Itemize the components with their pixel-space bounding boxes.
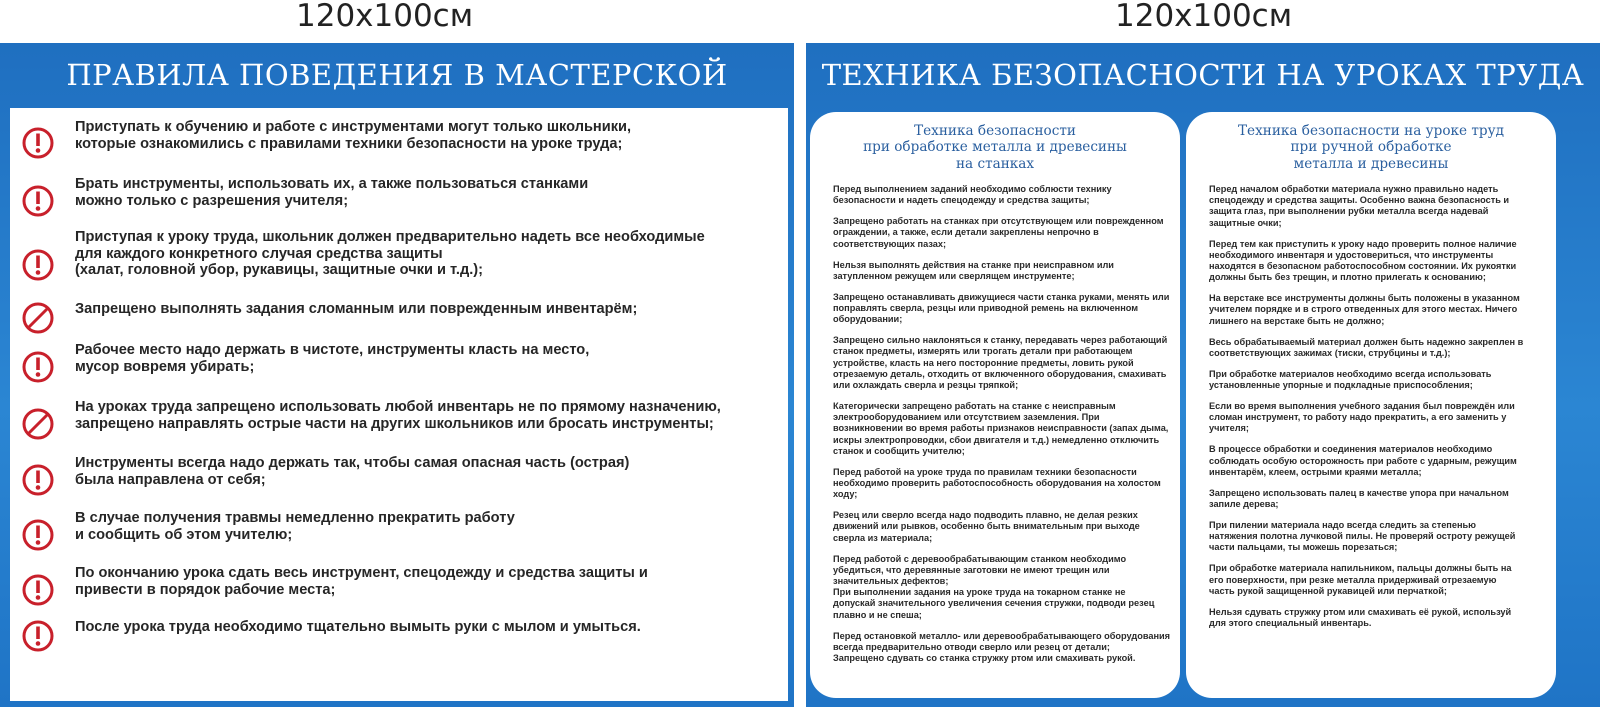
safety-paragraph	[833, 260, 1172, 282]
safety-paragraph-line: учителя;	[1209, 423, 1249, 434]
rule-text-line: Приступать к обучению и работе с инструментами могут только школьники,	[75, 119, 632, 135]
exclamation-icon	[21, 184, 55, 218]
rule-text-line: и сообщить об этом учителю;	[75, 526, 293, 543]
safety-paragraph-line: затупленном режущем или сверлящем инструменте;	[833, 270, 1075, 281]
rule-text-line: Инструменты всегда надо держать так, чтобы самая опасная часть (острая)	[75, 455, 630, 471]
safety-paragraph-line: Перед работой с деревообрабатывающим станком необходимо	[833, 553, 1127, 564]
safety-paragraph	[833, 335, 1172, 391]
rule-text	[75, 510, 780, 543]
rule-text	[75, 301, 780, 318]
safety-paragraph-line: Нельзя выполнять действия на станке при неисправном или	[833, 259, 1114, 270]
safety-paragraph-line: Перед остановкой металло- или деревообрабатывающего оборудования	[833, 630, 1171, 641]
safety-paragraph-line: Перед началом обработки материала нужно правильно надеть	[1209, 184, 1499, 194]
safety-paragraph-line: находятся в безопасном работоспособном состоянии. Их рукоятки	[1209, 261, 1517, 272]
machine-safety-text	[833, 184, 1172, 674]
rule-text	[75, 119, 780, 152]
safety-paragraph-line: Запрещено останавливать движущиеся части станка руками, менять или	[833, 291, 1170, 302]
safety-paragraph	[1209, 337, 1548, 359]
rule-text-line: (халат, головной убор, рукавицы, защитные очки и т.д.);	[75, 262, 484, 278]
safety-paragraph-line: Запрещено сильно наклоняться к станку, передавать через работающий	[833, 335, 1168, 346]
rule-text	[75, 399, 780, 432]
safety-paragraph	[833, 216, 1172, 250]
safety-paragraph-line: Запрещено сдувать со станка стружку ртом или смахивать рукой.	[833, 653, 1136, 664]
rule-text-line: Приступая к уроку труда, школьник должен предварительно надеть все необходимые	[75, 229, 705, 245]
rule-text-line: Запрещено выполнять задания сломанным или поврежденным инвентарём;	[75, 301, 638, 317]
safety-paragraph-line: При обработке материалов необходимо всегда использовать	[1209, 368, 1492, 379]
rule-text-line: можно только с разрешения учителя;	[75, 192, 349, 209]
safety-paragraph-line: ограждении, а также, если детали закреплены непрочно в	[833, 227, 1099, 238]
column-heading-line: при ручной обработке	[1290, 139, 1452, 156]
manual-safety-heading	[1192, 123, 1550, 172]
size-label-left: 120x100см	[296, 0, 474, 34]
safety-paragraph	[833, 510, 1172, 544]
safety-paragraph	[1209, 520, 1548, 554]
safety-paragraph-line: лишнего на верстаке быть не должно;	[1209, 315, 1385, 326]
column-heading-line: при обработке металла и древесины	[863, 139, 1127, 156]
safety-paragraph-line: соблюдать особую осторожность при работе с ударным, режущим	[1209, 455, 1517, 466]
rule-text-line: По окончанию урока сдать весь инструмент, спецодежду и средства защиты и	[75, 565, 648, 581]
safety-paragraph-line: спецодежду и средства защиты. Особенно важна безопасность и	[1209, 195, 1510, 206]
safety-paragraph	[833, 184, 1172, 206]
safety-paragraph-line: защитные очки;	[1209, 217, 1282, 228]
exclamation-icon	[21, 463, 55, 497]
safety-paragraph-line: его поверхности, при резке металла придерживай отрезаемую	[1209, 574, 1497, 585]
safety-paragraph-line: плавно и не спеша;	[833, 609, 922, 620]
safety-paragraph-line: На верстаке все инструменты должны быть положены в указанном	[1209, 293, 1520, 304]
safety-paragraph-line: допускай значительного увеличения сечения стружки, подводи резец	[833, 598, 1155, 609]
safety-paragraph-line: часть рукой защищенной рукавицей или перчаткой;	[1209, 585, 1447, 596]
safety-paragraph-line: электрооборудованием или отсутствием заземления. При	[833, 412, 1100, 423]
prohibited-icon	[21, 407, 55, 441]
rule-text-line: запрещено направлять острые части на других школьников или бросать инструменты;	[75, 415, 714, 432]
safety-paragraph-line: устройстве, класть на него посторонние предметы, ловить рукой	[833, 357, 1134, 368]
safety-paragraph-line: соответствующих зажимах (тиски, струбцины и т.д.);	[1209, 347, 1451, 358]
safety-paragraph	[833, 631, 1172, 665]
exclamation-icon	[21, 619, 55, 653]
safety-paragraph	[1209, 607, 1548, 629]
prohibited-icon	[21, 301, 55, 335]
safety-paragraph-line: движений или рывков, особенно быть внимательным при выходе	[833, 521, 1140, 532]
rule-text	[75, 455, 780, 488]
safety-paragraph-line: натяжения полотна лучковой пилы. Не проверяй остроту режущей	[1209, 531, 1516, 542]
safety-paragraph	[833, 467, 1172, 501]
safety-paragraph	[1209, 563, 1548, 597]
safety-paragraph-line: Категорически запрещено работать на станке с неисправным	[833, 401, 1116, 412]
exclamation-icon	[21, 573, 55, 607]
safety-paragraph-line: отрезаемую деталь, отходить от включенного оборудования, смахивать	[833, 368, 1167, 379]
safety-paragraph	[833, 401, 1172, 457]
safety-paragraph	[1209, 444, 1548, 478]
rule-text	[75, 619, 780, 636]
safety-paragraph	[833, 554, 1172, 621]
safety-paragraph-line: станок предметы, измерять или трогать детали при работающем	[833, 346, 1133, 357]
safety-paragraph	[1209, 239, 1548, 284]
column-heading-line: Техника безопасности	[914, 123, 1076, 139]
safety-paragraph-line: При пилении материала надо всегда следить за степенью	[1209, 520, 1477, 531]
safety-paragraph-line: оборудовании;	[833, 314, 903, 325]
safety-paragraph-line: значительных дефектов;	[833, 576, 949, 587]
safety-paragraph	[1209, 401, 1548, 435]
safety-paragraph-line: должны быть без трещин, и плотно прилегать к основанию;	[1209, 272, 1486, 283]
safety-paragraph	[1209, 488, 1548, 510]
rules-panel	[10, 108, 788, 701]
safety-paragraph-line: или охлаждать сверла и резцы тряпкой;	[833, 380, 1019, 391]
safety-paragraph-line: Перед выполнением заданий необходимо соблюсти технику	[833, 184, 1112, 194]
exclamation-icon	[21, 126, 55, 160]
safety-paragraph-line: В процессе обработки и соединения материалов необходимо	[1209, 444, 1493, 455]
machine-safety-column	[810, 112, 1180, 698]
safety-paragraph-line: безопасности и надеть спецодежду и средства защиты;	[833, 195, 1090, 206]
safety-title: ТЕХНИКА БЕЗОПАСНОСТИ НА УРОКАХ ТРУДА	[821, 58, 1585, 92]
safety-paragraph	[1209, 293, 1548, 327]
safety-paragraph-line: учителем порядке и в строго отведенных для этого местах. Ничего	[1209, 304, 1518, 315]
rule-text-line: На уроках труда запрещено использовать любой инвентарь не по прямому назначению,	[75, 399, 721, 415]
safety-paragraph-line: всегда предварительно отводи сверло или резец от детали;	[833, 641, 1110, 652]
safety-paragraph-line: поправлять сверла, резцы или приводной ремень на включенном	[833, 303, 1139, 314]
safety-paragraph-line: искры электропроводки, сбои двигателя и т.д.) немедленно отключить	[833, 434, 1160, 445]
exclamation-icon	[21, 350, 55, 384]
rule-text-line: привести в порядок рабочие места;	[75, 581, 336, 598]
safety-paragraph	[1209, 369, 1548, 391]
rule-text-line: которые ознакомились с правилами техники безопасности на уроке труда;	[75, 135, 623, 152]
rule-text-line: Рабочее место надо держать в чистоте, инструменты класть на место,	[75, 342, 590, 358]
column-heading-line: металла и древесины	[1293, 155, 1449, 172]
column-heading-line: Техника безопасности на уроке труд	[1237, 123, 1504, 139]
safety-paragraph-line: установленные упорные и подкладные приспособления;	[1209, 380, 1473, 391]
rule-text	[75, 176, 780, 209]
safety-paragraph-line: защита глаз, при выполнении рубки металла всегда надевай	[1209, 206, 1489, 217]
column-heading-line: на станках	[955, 155, 1035, 172]
rule-text-line: Брать инструменты, использовать их, а также пользоваться станками	[75, 176, 589, 192]
safety-paragraph-line: Нельзя сдувать стружку ртом или смахивать её рукой, используй	[1209, 606, 1512, 617]
rule-text-line: мусор вовремя убирать;	[75, 358, 255, 375]
rule-text-line: была направлена от себя;	[75, 471, 266, 488]
exclamation-icon	[21, 518, 55, 552]
safety-paragraph-line: необходимого инвентаря и удостовериться, что инструменты	[1209, 249, 1494, 260]
rule-text-line: В случае получения травмы немедленно прекратить работу	[75, 510, 515, 526]
safety-paragraph	[1209, 184, 1548, 229]
exclamation-icon	[21, 248, 55, 282]
safety-paragraph-line: Перед работой на уроке труда по правилам техники безопасности	[833, 466, 1137, 477]
rule-text	[75, 565, 780, 598]
safety-paragraph-line: соответствующих пазах;	[833, 238, 947, 249]
safety-paragraph-line: убедиться, что деревянные заготовки не имеют трещин или	[833, 564, 1110, 575]
size-label-right: 120x100см	[1115, 0, 1293, 34]
safety-paragraph-line: Если во время выполнения учебного задания был повреждён или	[1209, 401, 1515, 412]
manual-safety-text	[1209, 184, 1548, 639]
safety-paragraph-line: Резец или сверло всегда надо подводить плавно, не делая резких	[833, 510, 1138, 521]
safety-paragraph-line: Запрещено использовать палец в качестве упора при начальном	[1209, 487, 1509, 498]
safety-paragraph-line: ходу;	[833, 489, 858, 500]
safety-paragraph-line: станок и сообщить учителю;	[833, 445, 965, 456]
safety-paragraph-line: части пальцами, ты можешь порезаться;	[1209, 542, 1398, 553]
safety-paragraph-line: Запрещено работать на станках при отсутствующем или поврежденном	[833, 216, 1164, 227]
rule-text	[75, 342, 780, 375]
safety-board	[806, 43, 1600, 707]
machine-safety-heading	[816, 123, 1174, 172]
safety-paragraph-line: Весь обрабатываемый материал должен быть надежно закреплен в	[1209, 336, 1524, 347]
safety-paragraph-line: сверла из материала;	[833, 532, 933, 543]
rule-text-line: для каждого конкретного случая средства защиты	[75, 245, 443, 262]
safety-paragraph-line: При обработке материала напильником, пальцы должны быть на	[1209, 563, 1512, 574]
behavior-rules-title: ПРАВИЛА ПОВЕДЕНИЯ В МАСТЕРСКОЙ	[66, 58, 728, 92]
safety-paragraph-line: сломан инструмент, то работу надо прекратить, а его заменить у	[1209, 412, 1507, 423]
rule-text-line: После урока труда необходимо тщательно вымыть руки с мылом и умыться.	[75, 619, 641, 635]
safety-paragraph	[833, 292, 1172, 326]
safety-paragraph-line: возникновении во время работы признаков неисправности (запах дыма,	[833, 423, 1169, 434]
safety-paragraph-line: необходимо проверить работоспособность оборудования на холостом	[833, 478, 1161, 489]
safety-paragraph-line: Перед тем как приступить к уроку надо проверить полное наличие	[1209, 238, 1517, 249]
behavior-rules-board	[0, 43, 794, 707]
rule-text	[75, 229, 780, 279]
safety-paragraph-line: При выполнении задания на уроке труда на токарном станке не	[833, 587, 1126, 598]
safety-paragraph-line: инвентарём, клеем, острыми краями металла;	[1209, 466, 1422, 477]
safety-paragraph-line: запиле дерева;	[1209, 499, 1279, 510]
safety-paragraph-line: для этого специальный инвентарь.	[1209, 618, 1372, 629]
manual-safety-column	[1186, 112, 1556, 698]
